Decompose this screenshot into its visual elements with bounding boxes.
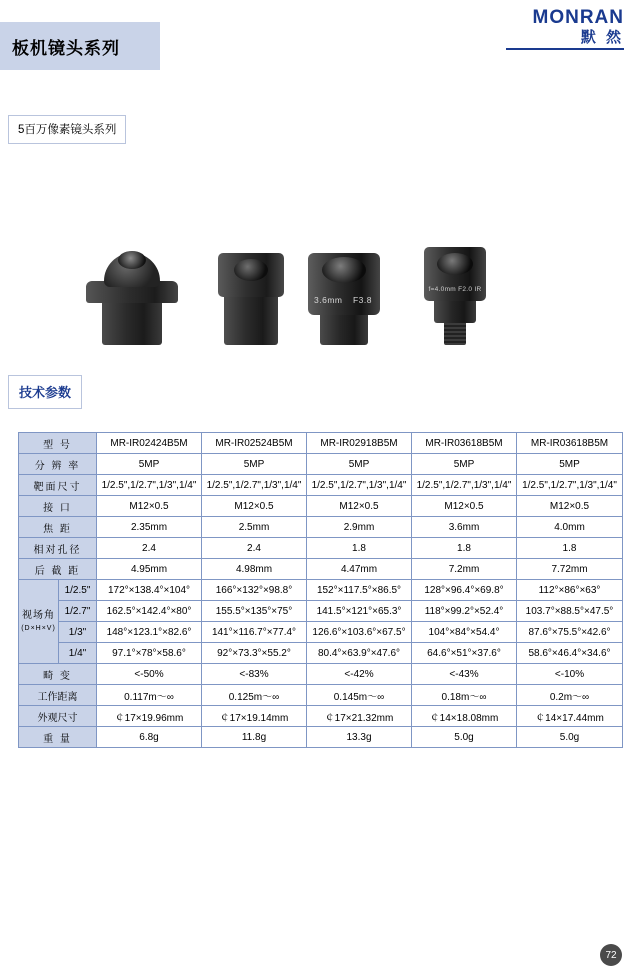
cell-fov-4-1: 97.1°×78°×58.6° xyxy=(97,643,202,664)
table-row-aperture xyxy=(19,538,623,559)
fov-subrow-label-3: 1/3" xyxy=(59,622,97,643)
lens-glass-element xyxy=(118,251,146,269)
cell-model-2: MR-IR02524B5M xyxy=(202,433,307,454)
fov-subrow-label-4: 1/4" xyxy=(59,643,97,664)
cell-dim-5: ￠14×17.44mm xyxy=(517,706,623,727)
brand-name: MONRAN xyxy=(532,7,624,28)
cell-fov-2-1: 162.5°×142.4°×80° xyxy=(97,601,202,622)
cell-fov-3-2: 141°×116.7°×77.4° xyxy=(202,622,307,643)
row-label-bfl: 后 截 距 xyxy=(19,559,97,580)
table-row-sensor xyxy=(19,475,623,496)
cell-resolution-1: 5MP xyxy=(97,454,202,475)
series-label: 5百万像素镜头系列 xyxy=(8,115,126,144)
cell-model-5: MR-IR03618B5M xyxy=(517,433,623,454)
cell-fov-4-4: 64.6°×51°×37.6° xyxy=(412,643,517,664)
cell-fov-2-2: 155.5°×135°×75° xyxy=(202,601,307,622)
cell-resolution-3: 5MP xyxy=(307,454,412,475)
cell-focal-4: 3.6mm xyxy=(412,517,517,538)
row-label-model: 型 号 xyxy=(19,433,97,454)
cell-focal-2: 2.5mm xyxy=(202,517,307,538)
cell-aperture-3: 1.8 xyxy=(307,538,412,559)
table-row-mount xyxy=(19,496,623,517)
cell-distortion-3: <-42% xyxy=(307,664,412,685)
cell-fov-3-4: 104°×84°×54.4° xyxy=(412,622,517,643)
lens-photo-4 xyxy=(424,239,486,345)
table-row-distortion xyxy=(19,664,623,685)
spec-table xyxy=(18,432,623,748)
table-row-bfl xyxy=(19,559,623,580)
cell-fov-2-3: 141.5°×121°×65.3° xyxy=(307,601,412,622)
row-label-aperture: 相对孔径 xyxy=(19,538,97,559)
cell-focal-5: 4.0mm xyxy=(517,517,623,538)
cell-aperture-4: 1.8 xyxy=(412,538,517,559)
lens-glass-element xyxy=(322,257,366,283)
tech-params-label: 技术参数 xyxy=(8,375,82,409)
cell-fov-2-4: 118°×99.2°×52.4° xyxy=(412,601,517,622)
cell-distortion-2: <-83% xyxy=(202,664,307,685)
row-label-working-distance: 工作距离 xyxy=(19,685,97,706)
lens-aperture-print: F3.8 xyxy=(352,295,372,305)
row-label-distortion: 畸 变 xyxy=(19,664,97,685)
cell-weight-3: 13.3g xyxy=(307,727,412,748)
table-row-fov-2 xyxy=(19,601,623,622)
cell-fov-3-5: 87.6°×75.5°×42.6° xyxy=(517,622,623,643)
cell-bfl-3: 4.47mm xyxy=(307,559,412,580)
cell-wd-1: 0.117m～∞ xyxy=(97,685,202,706)
lens-print-row xyxy=(308,295,380,305)
cell-fov-4-3: 80.4°×63.9°×47.6° xyxy=(307,643,412,664)
cell-sensor-3: 1/2.5",1/2.7",1/3",1/4" xyxy=(307,475,412,496)
lens-print-label: f=4.0mm F2.0 IR xyxy=(428,286,482,293)
cell-dim-1: ￠17×19.96mm xyxy=(97,706,202,727)
cell-fov-3-1: 148°×123.1°×82.6° xyxy=(97,622,202,643)
cell-focal-3: 2.9mm xyxy=(307,517,412,538)
cell-wd-2: 0.125m～∞ xyxy=(202,685,307,706)
cell-mount-5: M12×0.5 xyxy=(517,496,623,517)
lens-glass-element xyxy=(234,259,268,281)
cell-sensor-5: 1/2.5",1/2.7",1/3",1/4" xyxy=(517,475,623,496)
cell-resolution-2: 5MP xyxy=(202,454,307,475)
table-row-fov-4 xyxy=(19,643,623,664)
lens-barrel xyxy=(224,293,278,345)
cell-sensor-4: 1/2.5",1/2.7",1/3",1/4" xyxy=(412,475,517,496)
table-row-fov-1 xyxy=(19,580,623,601)
row-label-fov-text: 视场角 xyxy=(22,610,55,621)
cell-fov-1-1: 172°×138.4°×104° xyxy=(97,580,202,601)
cell-mount-4: M12×0.5 xyxy=(412,496,517,517)
page-title: 板机镜头系列 xyxy=(12,38,120,58)
cell-weight-1: 6.8g xyxy=(97,727,202,748)
cell-fov-1-3: 152°×117.5°×86.5° xyxy=(307,580,412,601)
cell-dim-2: ￠17×19.14mm xyxy=(202,706,307,727)
cell-distortion-4: <-43% xyxy=(412,664,517,685)
lens-glass-element xyxy=(437,253,473,275)
cell-fov-3-3: 126.6°×103.6°×67.5° xyxy=(307,622,412,643)
cell-bfl-2: 4.98mm xyxy=(202,559,307,580)
cell-aperture-2: 2.4 xyxy=(202,538,307,559)
table-row-resolution xyxy=(19,454,623,475)
brand-logo xyxy=(506,8,624,50)
cell-bfl-4: 7.2mm xyxy=(412,559,517,580)
cell-fov-2-5: 103.7°×88.5°×47.5° xyxy=(517,601,623,622)
cell-weight-5: 5.0g xyxy=(517,727,623,748)
row-label-focal: 焦 距 xyxy=(19,517,97,538)
cell-model-3: MR-IR02918B5M xyxy=(307,433,412,454)
cell-fov-1-4: 128°×96.4°×69.8° xyxy=(412,580,517,601)
fov-subrow-label-1: 1/2.5" xyxy=(59,580,97,601)
lens-barrel xyxy=(320,311,368,345)
cell-bfl-1: 4.95mm xyxy=(97,559,202,580)
lens-photo-2 xyxy=(218,251,284,345)
product-photo-row xyxy=(0,215,638,345)
row-label-mount: 接 口 xyxy=(19,496,97,517)
cell-model-1: MR-IR02424B5M xyxy=(97,433,202,454)
cell-weight-4: 5.0g xyxy=(412,727,517,748)
cell-bfl-5: 7.72mm xyxy=(517,559,623,580)
cell-distortion-1: <-50% xyxy=(97,664,202,685)
cell-mount-1: M12×0.5 xyxy=(97,496,202,517)
cell-focal-1: 2.35mm xyxy=(97,517,202,538)
table-row-focal xyxy=(19,517,623,538)
fov-subrow-label-2: 1/2.7" xyxy=(59,601,97,622)
spec-table-container xyxy=(18,432,622,748)
cell-wd-3: 0.145m～∞ xyxy=(307,685,412,706)
cell-weight-2: 11.8g xyxy=(202,727,307,748)
lens-photo-1 xyxy=(86,245,178,345)
cell-fov-4-2: 92°×73.3°×55.2° xyxy=(202,643,307,664)
row-label-resolution: 分 辨 率 xyxy=(19,454,97,475)
table-row-dimension xyxy=(19,706,623,727)
cell-dim-4: ￠14×18.08mm xyxy=(412,706,517,727)
cell-sensor-1: 1/2.5",1/2.7",1/3",1/4" xyxy=(97,475,202,496)
brand-name-cn: 默 然 xyxy=(580,29,624,46)
cell-resolution-5: 5MP xyxy=(517,454,623,475)
row-label-sensor: 靶面尺寸 xyxy=(19,475,97,496)
row-label-fov xyxy=(19,580,59,664)
cell-resolution-4: 5MP xyxy=(412,454,517,475)
cell-model-4: MR-IR03618B5M xyxy=(412,433,517,454)
lens-barrel xyxy=(102,297,162,345)
cell-aperture-5: 1.8 xyxy=(517,538,623,559)
cell-fov-1-2: 166°×132°×98.8° xyxy=(202,580,307,601)
row-label-dimension: 外观尺寸 xyxy=(19,706,97,727)
lens-focal-print: 3.6mm xyxy=(314,295,343,305)
table-row-model xyxy=(19,433,623,454)
page-title-band xyxy=(0,22,160,70)
table-row-fov-3 xyxy=(19,622,623,643)
table-row-weight xyxy=(19,727,623,748)
cell-fov-1-5: 112°×86°×63° xyxy=(517,580,623,601)
cell-wd-5: 0.2m～∞ xyxy=(517,685,623,706)
table-row-working-distance xyxy=(19,685,623,706)
cell-wd-4: 0.18m～∞ xyxy=(412,685,517,706)
cell-mount-2: M12×0.5 xyxy=(202,496,307,517)
row-label-fov-sub: (D×H×V) xyxy=(21,624,56,632)
page-number: 72 xyxy=(600,944,622,966)
lens-photo-3 xyxy=(308,245,380,345)
cell-dim-3: ￠17×21.32mm xyxy=(307,706,412,727)
cell-fov-4-5: 58.6°×46.4°×34.6° xyxy=(517,643,623,664)
brand-divider xyxy=(506,48,624,50)
row-label-weight: 重 量 xyxy=(19,727,97,748)
cell-aperture-1: 2.4 xyxy=(97,538,202,559)
cell-mount-3: M12×0.5 xyxy=(307,496,412,517)
cell-sensor-2: 1/2.5",1/2.7",1/3",1/4" xyxy=(202,475,307,496)
cell-distortion-5: <-10% xyxy=(517,664,623,685)
